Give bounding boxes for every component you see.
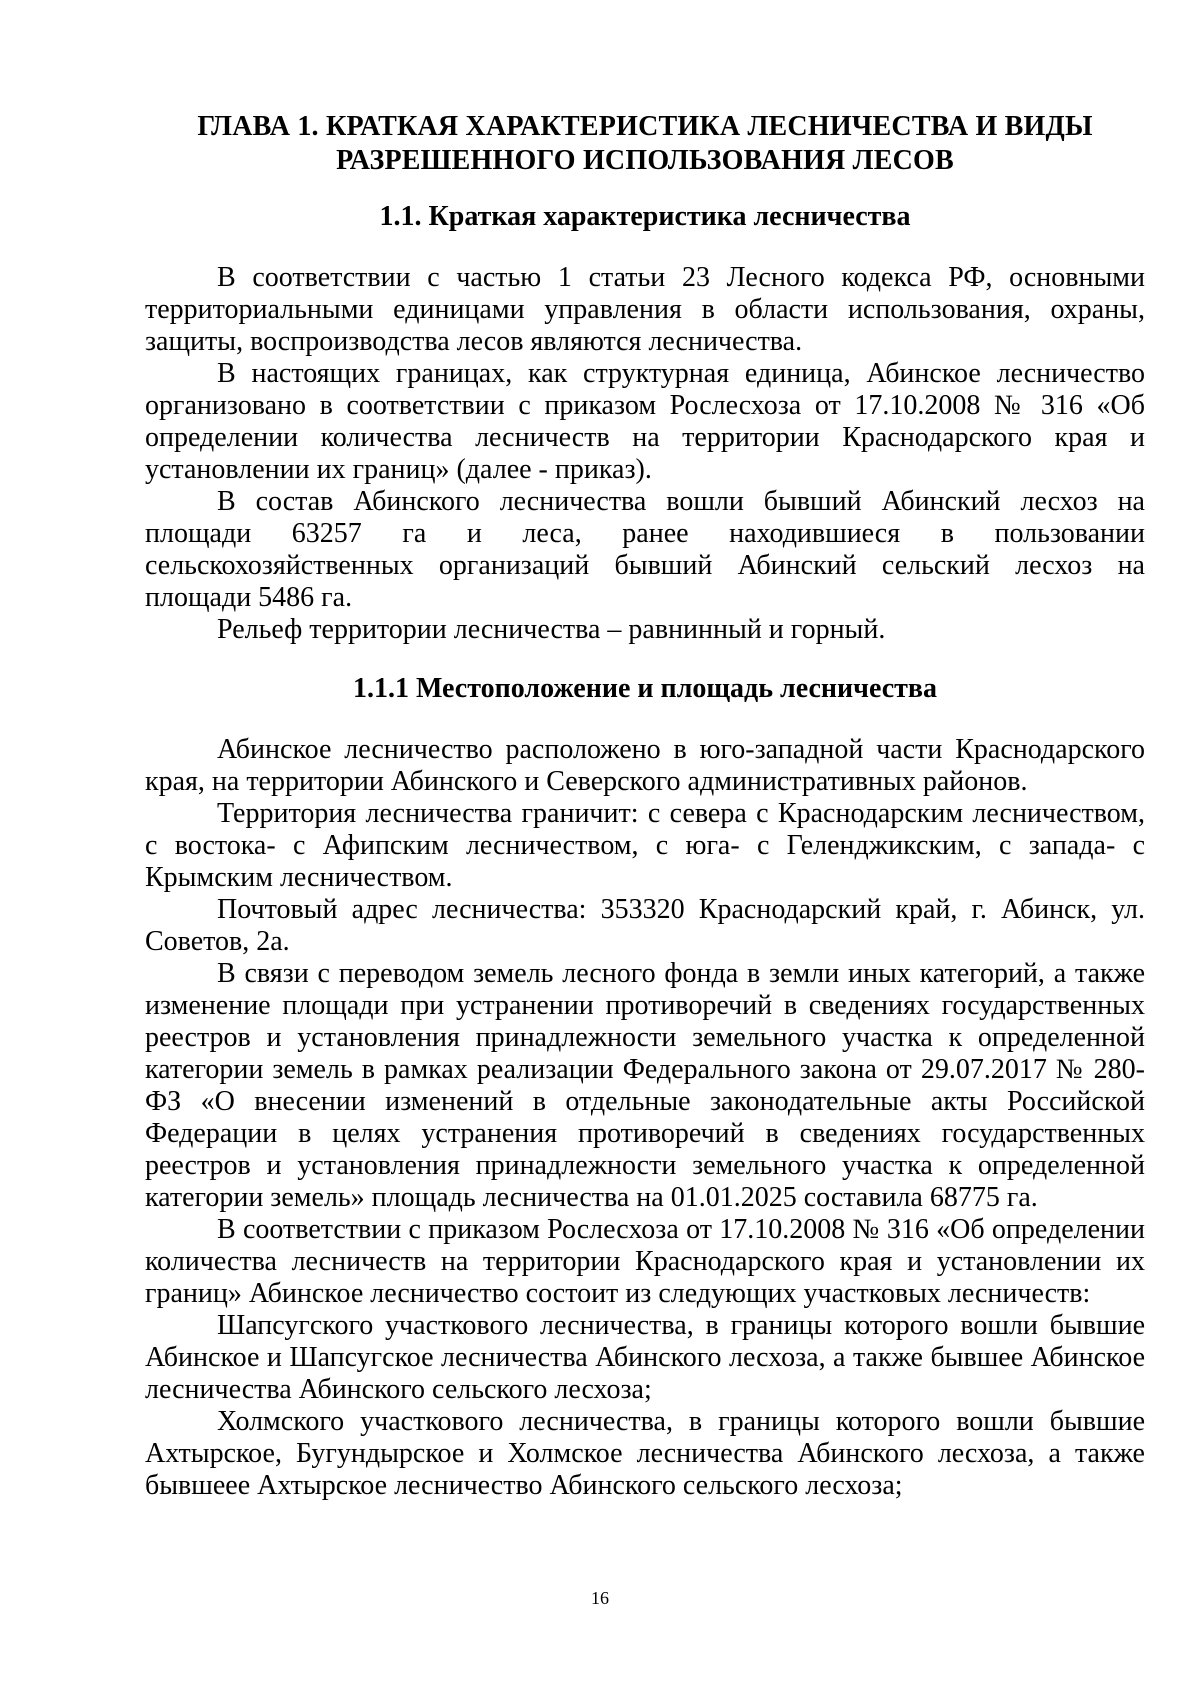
paragraph: В соответствии с частью 1 статьи 23 Лесного кодекса РФ, основными территориальными единицами управления в области использования, охраны, защиты, воспроизводства лесов являются лесничества. <box>145 262 1145 357</box>
paragraph: В состав Абинского лесничества вошли бывший Абинский лесхоз на площади 63257 га и леса, ранее находившиеся в пользовании сельскохозяйственных организаций бывший Абинский сельский лесхоз на площади 5486 га. <box>145 486 1145 613</box>
paragraph: Рельеф территории лесничества – равнинный и горный. <box>217 614 886 645</box>
paragraph: Территория лесничества граничит: с севера с Краснодарским лесничеством, с востока- с Афипским лесничеством, с юга- с Геленджикским, с запада- с Крымским лесничеством. <box>145 798 1145 893</box>
chapter-title-line1: ГЛАВА 1. КРАТКАЯ ХАРАКТЕРИСТИКА ЛЕСНИЧЕСТВА И ВИДЫ <box>197 111 1093 142</box>
document-page <box>145 110 1145 1502</box>
section-1-1-body <box>145 262 1145 646</box>
paragraph: Шапсугского участкового лесничества, в границы которого вошли бывшие Абинское и Шапсугское лесничества Абинского лесхоза, а также бывшее Абинское лесничества Абинского сельского лесхоза; <box>145 1310 1145 1405</box>
paragraph: Холмского участкового лесничества, в границы которого вошли бывшие Ахтырское, Бугундырское и Холмское лесничества Абинского лесхоза, а также бывшеее Ахтырское лесничество Абинского сельского лесхоза; <box>145 1406 1145 1501</box>
section-title-1-1: 1.1. Краткая характеристика лесничества <box>379 201 911 232</box>
paragraph: Почтовый адрес лесничества: 353320 Краснодарский край, г. Абинск, ул. Советов, 2а. <box>145 894 1145 957</box>
paragraph: В соответствии с приказом Рослесхоза от 17.10.2008 № 316 «Об определении количества лесничеств на территории Краснодарского края и установлении их границ» Абинское лесничество состоит из следующих участковых лесничеств: <box>145 1214 1145 1309</box>
section-1-1-1-body <box>145 734 1145 1502</box>
page-number: 16 <box>591 1588 609 1608</box>
chapter-title <box>145 110 1145 178</box>
section-title-1-1-1: 1.1.1 Местоположение и площадь лесничества <box>352 673 938 704</box>
chapter-title-line2: РАЗРЕШЕННОГО ИСПОЛЬЗОВАНИЯ ЛЕСОВ <box>336 145 954 176</box>
paragraph: В настоящих границах, как структурная единица, Абинское лесничество организовано в соответствии с приказом Рослесхоза от 17.10.2008 № 316 «Об определении количества лесничеств на территории Краснодарского края и установлении их границ» (далее - приказ). <box>145 358 1145 485</box>
paragraph: В связи с переводом земель лесного фонда в земли иных категорий, а также изменение площади при устранении противоречий в сведениях государственных реестров и установления принадлежности земельного участка к определенной категории земель в рамках реализации Федерального закона от 29.07.2017 № 280-ФЗ «О внесении изменений в отдельные законодательные акты Российской Федерации в целях устранения противоречий в сведениях государственных реестров и установления принадлежности земельного участка к определенной категории земель» площадь лесничества на 01.01.2025 составила 68775 га. <box>145 958 1145 1213</box>
paragraph: Абинское лесничество расположено в юго-западной части Краснодарского края, на территории Абинского и Северского административных районов. <box>145 734 1145 797</box>
